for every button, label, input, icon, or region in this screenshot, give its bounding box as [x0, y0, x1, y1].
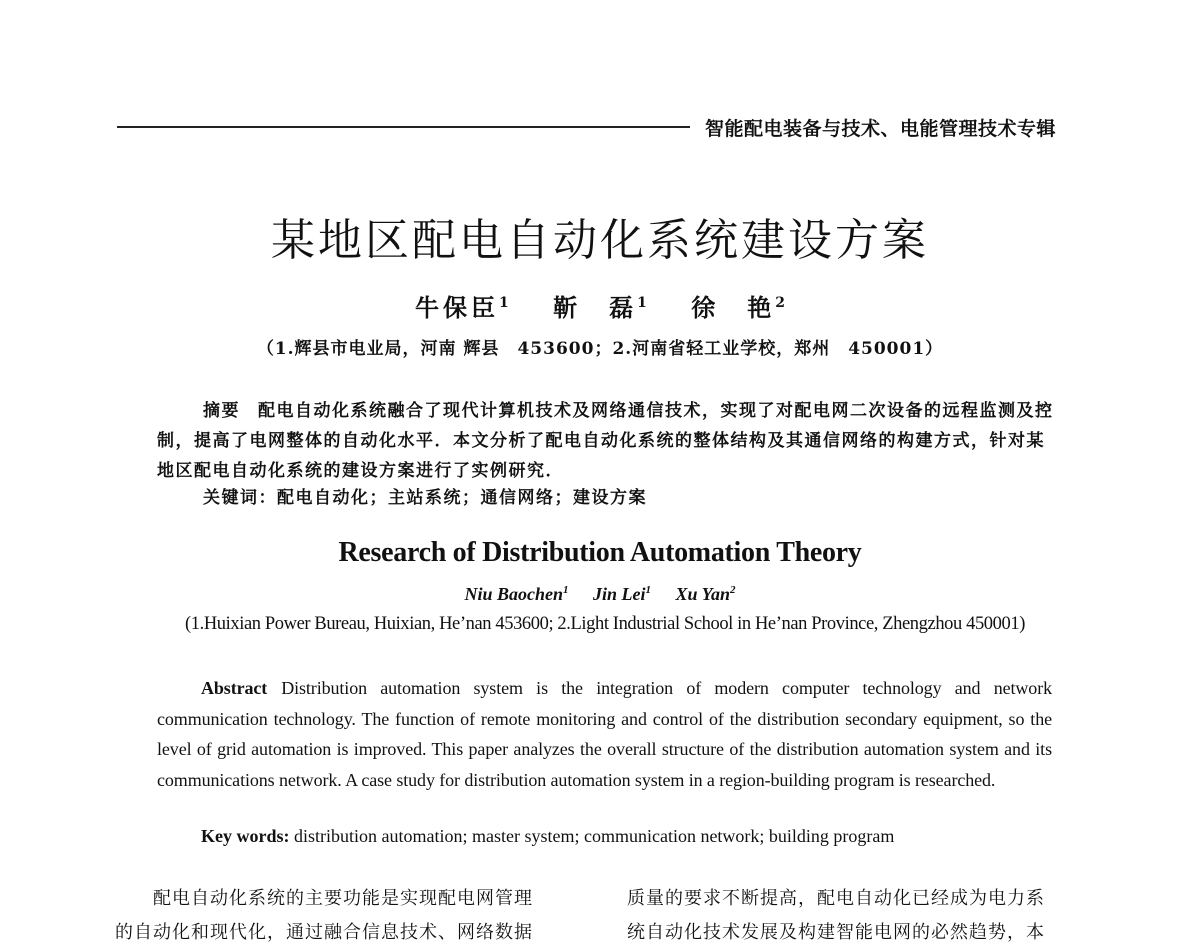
english-keywords	[201, 826, 1081, 847]
chinese-author	[691, 293, 785, 322]
body-column-left	[115, 882, 593, 950]
english-author	[675, 584, 735, 604]
chinese-keywords-label: 关键词：	[203, 488, 277, 508]
english-author	[464, 584, 568, 604]
journal-column-title: 智能配电装备与技术、电能管理技术专辑	[705, 118, 1057, 140]
chinese-author-sup: 2	[775, 295, 785, 311]
chinese-keywords-text: 配电自动化；主站系统；通信网络；建设方案	[277, 488, 647, 508]
body-column-right	[627, 882, 1105, 950]
body-line: 统自动化技术发展及构建智能电网的必然趋势，本	[627, 922, 1045, 943]
chinese-author-name: 徐 艳	[691, 293, 776, 322]
chinese-title: 某地区配电自动化系统建设方案	[271, 215, 929, 266]
chinese-author	[415, 293, 509, 322]
english-author	[593, 584, 651, 604]
header-rule	[117, 126, 690, 128]
english-affiliation: (1.Huixian Power Bureau, Huixian, He’nan 453600; 2.Light Industrial School in He’nan Province, Zhengzhou 450001)	[185, 614, 1025, 634]
english-author-sup: 1	[562, 584, 569, 596]
body-line: 的自动化和现代化，通过融合信息技术、网络数据	[115, 922, 533, 943]
chinese-author	[553, 293, 647, 322]
chinese-abstract-text: 配电自动化系统融合了现代计算机技术及网络通信技术，实现了对配电网二次设备的远程监测及控制，提高了电网整体的自动化水平．本文分析了配电自动化系统的整体结构及其通信网络的构建方式，针对某地区配电自动化系统的建设方案进行了实例研究．	[157, 401, 1054, 481]
chinese-keywords	[203, 483, 1063, 513]
english-author-name: Niu Baochen	[464, 584, 563, 604]
chinese-affiliation: （1.辉县市电业局，河南 辉县 453600；2.河南省轻工业学校，郑州 450001）	[256, 339, 944, 359]
english-abstract-text: Distribution automation system is the integration of modern computer technology and network communication technology. The function of remote monitoring and control of the distribution secondary equipment, so the level of grid automation is improved. This paper analyzes the overall structure of the distribution automation system and its communications network. A case study for distribution automation system in a region-building program is researched.	[157, 678, 1052, 790]
chinese-abstract-label: 摘要	[203, 401, 240, 421]
english-author-sup: 1	[645, 584, 651, 596]
body-line: 质量的要求不断提高，配电自动化已经成为电力系	[627, 888, 1045, 909]
english-abstract-label: Abstract	[201, 678, 268, 698]
chinese-author-sup: 1	[499, 295, 509, 311]
chinese-authors	[0, 288, 1200, 323]
body-line: 配电自动化系统的主要功能是实现配电网管理	[115, 888, 533, 909]
english-keywords-label: Key words:	[201, 826, 290, 846]
english-author-name: Jin Lei	[592, 584, 646, 604]
english-abstract	[157, 673, 1052, 795]
chinese-author-sup: 1	[637, 295, 647, 311]
english-authors	[0, 584, 1200, 605]
english-title: Research of Distribution Automation Theory	[338, 537, 862, 568]
chinese-abstract	[157, 396, 1057, 486]
chinese-author-name: 靳 磊	[553, 293, 638, 322]
english-author-sup: 2	[730, 584, 736, 596]
english-keywords-text: distribution automation; master system; communication network; building program	[289, 826, 895, 846]
chinese-author-name: 牛保臣	[415, 293, 500, 322]
english-author-name: Xu Yan	[675, 584, 731, 604]
